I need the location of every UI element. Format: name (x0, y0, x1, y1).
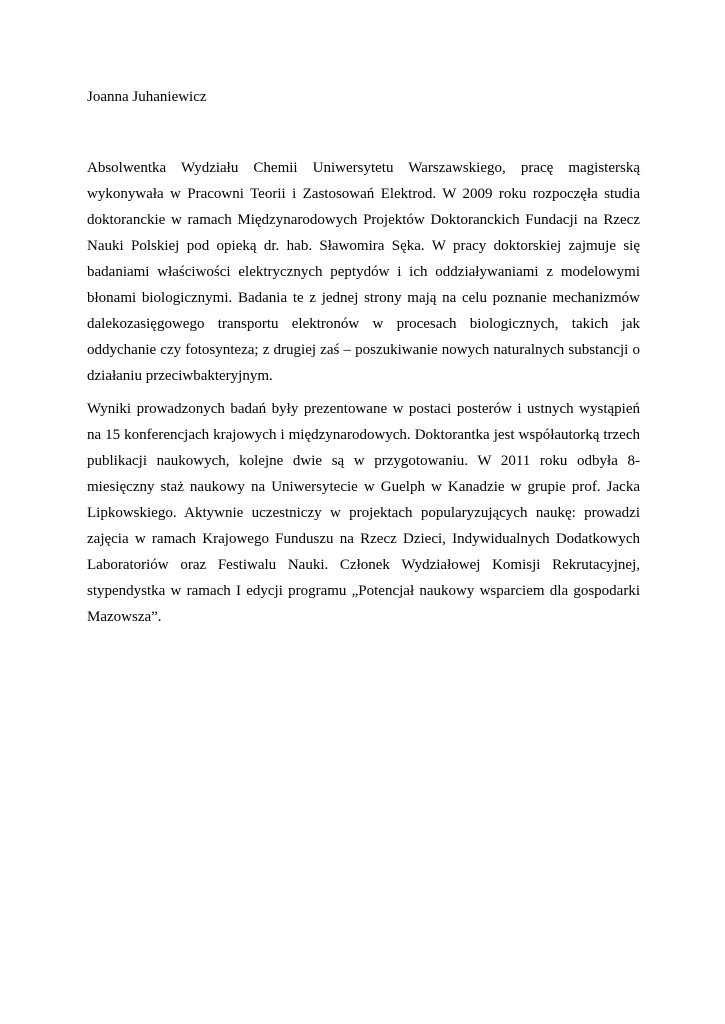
bio-paragraph-education: Absolwentka Wydziału Chemii Uniwersytetu Warszawskiego, pracę magisterską wykonywała w Pracowni Teorii i Zastosowań Elektrod. W 2009 roku rozpoczęła studia doktoranckie w ramach Międzynarodowych Projektów Doktoranckich Fundacji na Rzecz Nauki Polskiej pod opieką dr. hab. Sławomira Sęka. W pracy doktorskiej zajmuje się badaniami właściwości elektrycznych peptydów i ich oddziaływaniami z modelowymi błonami biologicznymi. Badania te z jednej strony mają na celu poznanie mechanizmów dalekozasięgowego transportu elektronów w procesach biologicznych, takich jak oddychanie czy fotosynteza; z drugiej zaś – poszukiwanie nowych naturalnych substancji o działaniu przeciwbakteryjnym. (87, 160, 640, 384)
author-name: Joanna Juhaniewicz (87, 89, 207, 105)
bio-paragraph-achievements: Wyniki prowadzonych badań były prezentowane w postaci posterów i ustnych wystąpień na 15 konferencjach krajowych i międzynarodowych. Doktorantka jest współautorką trzech publikacji naukowych, kolejne dwie są w przygotowaniu. W 2011 roku odbyła 8-miesięczny staż naukowy na Uniwersytecie w Guelph w Kanadzie w grupie prof. Jacka Lipkowskiego. Aktywnie uczestniczy w projektach popularyzujących naukę: prowadzi zajęcia w ramach Krajowego Funduszu na Rzecz Dzieci, Indywidualnych Dodatkowych Laboratoriów oraz Festiwalu Nauki. Członek Wydziałowej Komisji Rekrutacyjnej, stypendystka w ramach I edycji programu „Potencjał naukowy wsparciem dla gospodarki Mazowsza”. (87, 401, 640, 625)
